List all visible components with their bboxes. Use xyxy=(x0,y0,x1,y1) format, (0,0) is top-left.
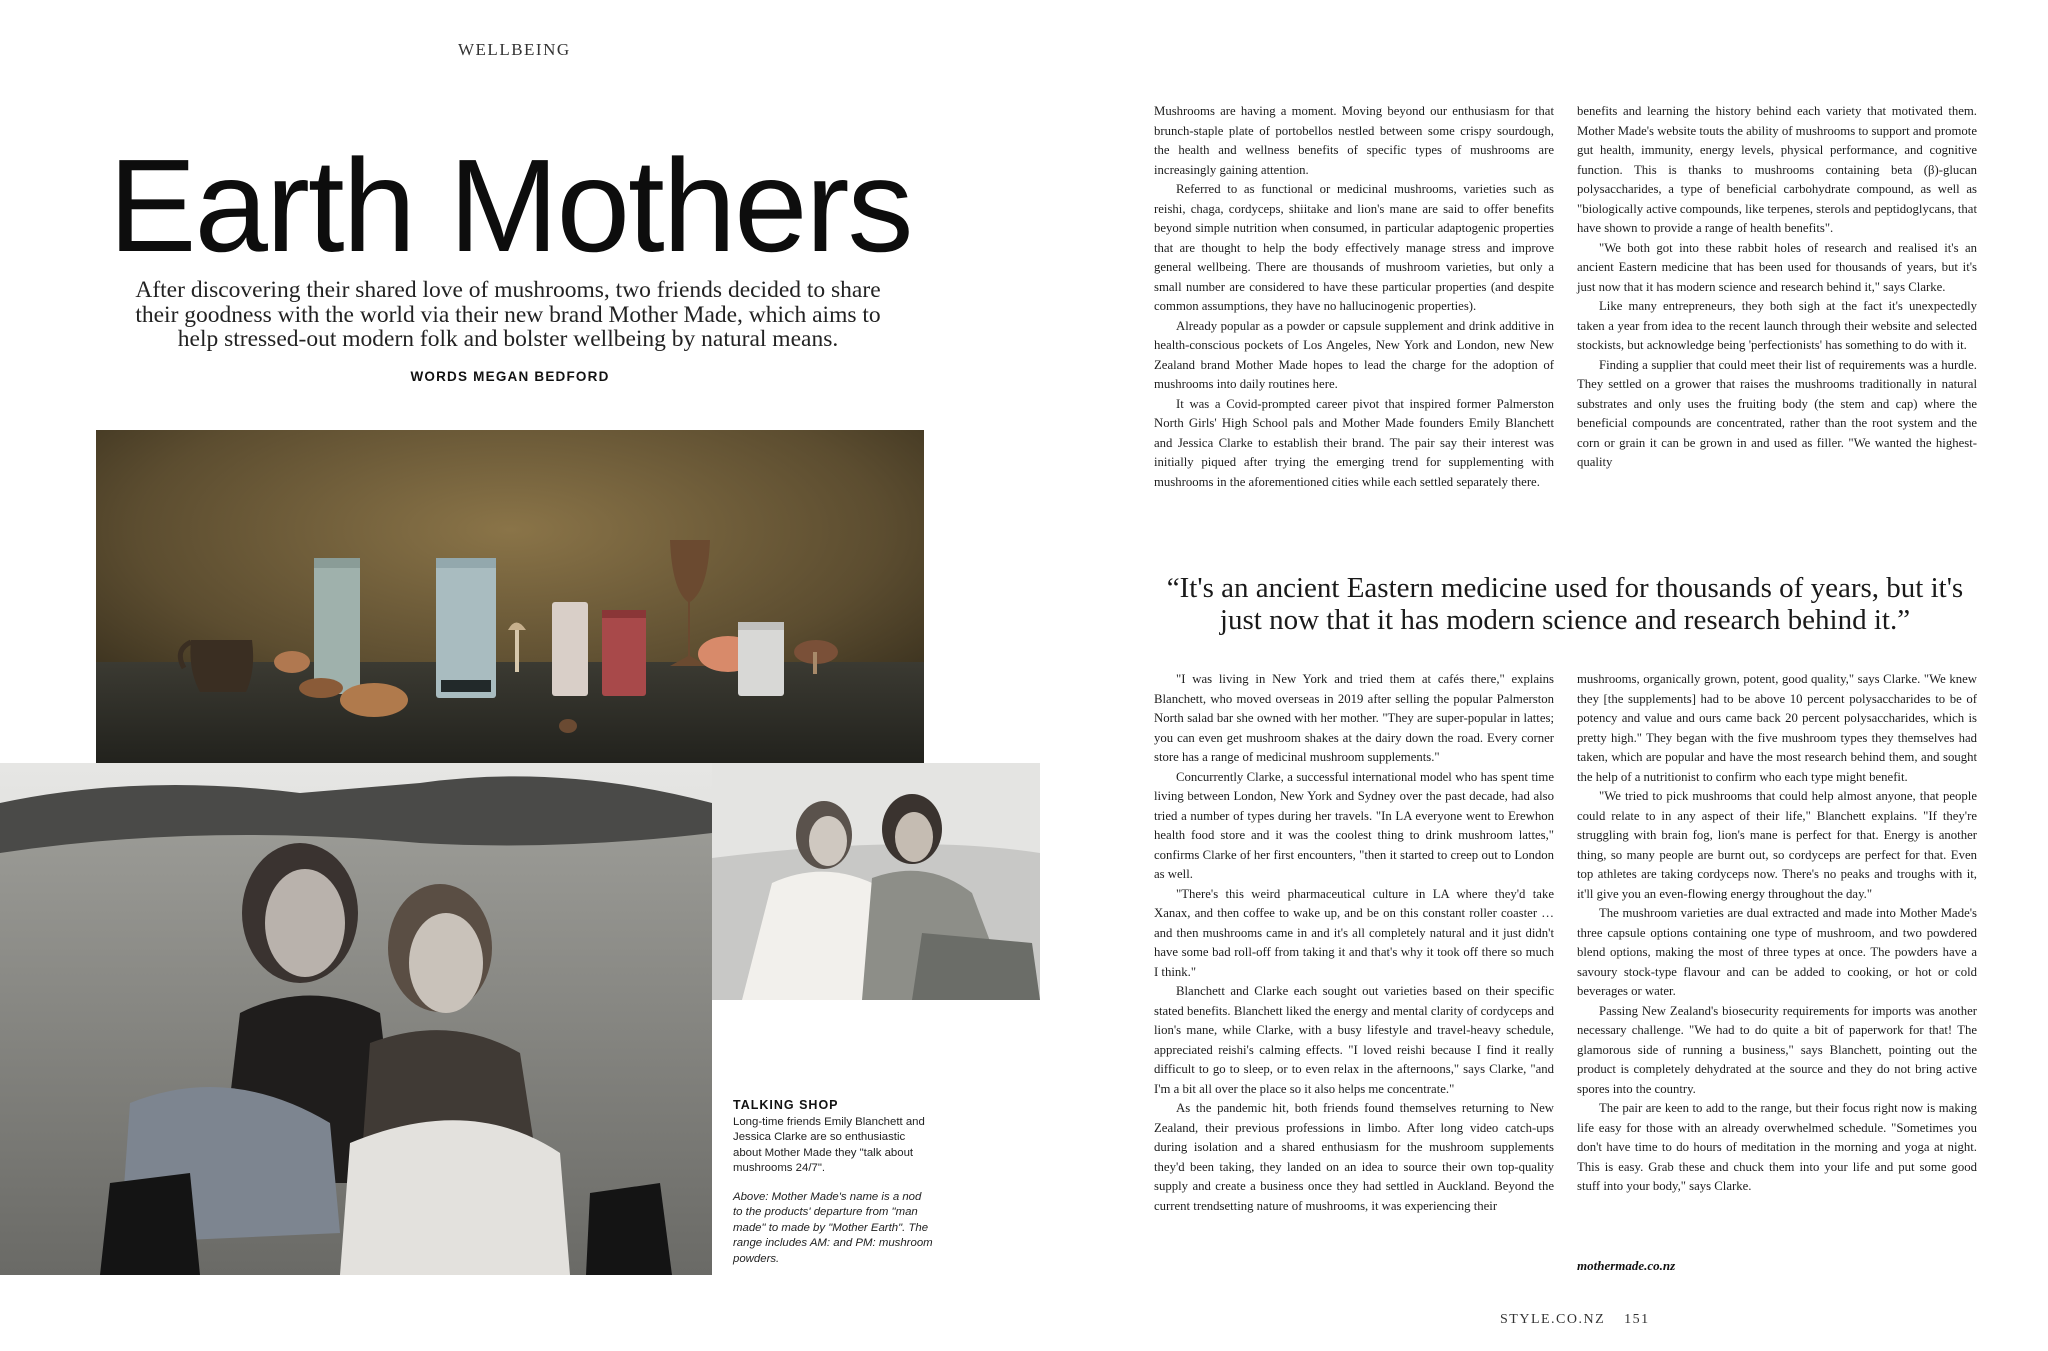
body-column-3 xyxy=(1154,670,1554,1216)
friends-photo-side xyxy=(712,763,1040,1000)
paragraph: The mushroom varieties are dual extracted and made into Mother Made's three capsule options containing one type of mushroom, and two powdered blend options, making the most of three types at once. The powders have a savoury stock-type flavour and can be added to cooking, or hot or cold beverages or water. xyxy=(1577,906,1977,998)
caption-above-text: Above: Mother Made's name is a nod to the products' departure from "man made" to made by "Mother Earth". The range includes AM: and PM: mushroom powders. xyxy=(733,1190,933,1265)
website-link[interactable]: mothermade.co.nz xyxy=(1577,1258,1676,1273)
paragraph: Blanchett and Clarke each sought out varieties based on their specific stated benefits. Blanchett liked the energy and mental clarity of cordyceps and lion's mane, while Clarke, with a busy lifestyle and travel-heavy schedule, appreciated reishi's calming effects. "I loved reishi because I find it really difficult to go to sleep, or to even relax in the afternoons," says Clarke, "and I'm a bit all over the place so it also helps me concentrate." xyxy=(1154,984,1554,1096)
paragraph: Already popular as a powder or capsule supplement and drink additive in health-conscious pockets of Los Angeles, New York and London, new New Zealand brand Mother Made hopes to lead the charge for the adoption of mushrooms into daily routines here. xyxy=(1154,318,1554,391)
paragraph: mushrooms, organically grown, potent, good quality," says Clarke. "We knew they [the supplements] had to be above 10 percent polysaccharides to be of potency and value and ours came back 20 percent polysaccharides, which is pretty high." They began with the five mushroom types they themselves had taken, which are popular and have the most research behind them, and sought the help of a nutritionist to confirm who each type might benefit. xyxy=(1577,672,1977,784)
friends-photo-main xyxy=(0,763,712,1275)
paragraph: "We tried to pick mushrooms that could help almost anyone, that people could relate to in any aspect of their life," Blanchett explains. "If they're struggling with brain fog, lion's mane is perfect for that. Energy is another thing, so many people are burnt out, so cordyceps are perfect for that. Even top athletes are taking cordyceps now. There's no peaks and troughs with it, it'll give you an even-flowing energy throughout the day." xyxy=(1577,789,1977,901)
paragraph: Concurrently Clarke, a successful international model who has spent time living between London, New York and Sydney over the past decade, had also tried a number of types during her travels. "In LA everyone went to Erewhon health food store and it was the coolest thing to drink mushroom lattes," confirms Clarke of her first encounters, "then it started to creep out to London as well. xyxy=(1154,769,1554,881)
body-column-1 xyxy=(1154,102,1554,492)
body-column-2 xyxy=(1577,102,1977,473)
product-photo xyxy=(96,430,924,763)
byline: WORDS MEGAN BEDFORD xyxy=(410,369,610,384)
paragraph: "We both got into these rabbit holes of research and realised it's an ancient Eastern medicine that has been used for thousands of years, but it's just now that it has modern science and research behind it," says Clarke. xyxy=(1577,240,1977,294)
paragraph: The pair are keen to add to the range, but their focus right now is making life easy for those with an already overwhelmed schedule. "Sometimes you don't have time to do hours of meditation in the morning and yoga at night. This is easy. Grab these and chuck them into your life and put some good stuff into your body," says Clarke. xyxy=(1577,1101,1977,1193)
page-folio xyxy=(1500,1312,1650,1328)
paragraph: Like many entrepreneurs, they both sigh at the fact it's unexpectedly taken a year from idea to the recent launch through their website and selected stockists, but acknowledge being 'perfectionists' has something to do with it. xyxy=(1577,299,1977,352)
paragraph: Mushrooms are having a moment. Moving beyond our enthusiasm for that brunch-staple plate of portobellos nestled between some crispy sourdough, the health and wellness benefits of specific types of mushrooms are increasingly gaining attention. xyxy=(1154,104,1554,177)
paragraph: It was a Covid-prompted career pivot that inspired former Palmerston North Girls' High School pals and Mother Made founders Emily Blanchett and Jessica Clarke to establish their brand. The pair say their interest was initially piqued after trying the emerging trend for supplementing with mushrooms in the aforementioned cities while each settled separately there. xyxy=(1154,396,1554,489)
headline: Earth Mothers xyxy=(108,132,912,279)
pull-quote: “It's an ancient Eastern medicine used for thousands of years, but it's just now that it has modern science and research behind it.” xyxy=(1166,572,1964,636)
paragraph: Passing New Zealand's biosecurity requirements for imports was another necessary challenge. "We had to do quite a bit of paperwork for that! The glamorous side of running a business," says Blanchett, pointing out the product is completely dehydrated at the source and they do not bring active spores into the country. xyxy=(1577,1003,1977,1096)
caption-title: TALKING SHOP xyxy=(733,1098,839,1112)
photo-caption xyxy=(733,1098,933,1267)
paragraph: "I was living in New York and tried them at cafés there," explains Blanchett, who moved overseas in 2019 after selling the popular Palmerston North salad bar she owned with her mother. "They are super-popular in lattes; you can even get mushroom shakes at the dairy down the road. Every corner store has a range of medicinal mushroom supplements." xyxy=(1154,672,1554,764)
paragraph: Finding a supplier that could meet their list of requirements was a hurdle. They settled on a grower that raises the mushrooms traditionally in natural substrates and only uses the fruiting body (the stem and cap) where the beneficial compounds are concentrated, rather than the root system and the corn or grain it can be grown in and used as filler. "We wanted the highest-quality xyxy=(1577,357,1977,469)
section-label: WELLBEING xyxy=(458,40,571,59)
paragraph: "There's this weird pharmaceutical culture in LA where they'd take Xanax, and then coffee to wake up, and be on this constant roller coaster … and then mushrooms came in and it's all completely natural and it just didn't have some bad roll-off from taking it and that's why it took off there so much I think." xyxy=(1154,886,1554,979)
paragraph: As the pandemic hit, both friends found themselves returning to New Zealand, their previous professions in limbo. After long video catch-ups during isolation and a shared enthusiasm for the mushroom supplements they'd been taking, they landed on an idea to source their own top-quality supply and create a business once they had settled in Auckland. Beyond the current trendsetting nature of mushrooms, it was experiencing their xyxy=(1154,1101,1554,1213)
paragraph: benefits and learning the history behind each variety that motivated them. Mother Made's website touts the ability of mushrooms to support and promote gut health, immunity, energy levels, physical performance, and cognitive function. This is thanks to mushrooms containing beta (β)-glucan polysaccharides, a type of beneficial carbohydrate compound, as well as "biologically active compounds, like terpenes, sterols and peptidoglycans, that have shown to provide a range of health benefits". xyxy=(1577,104,1978,235)
caption-text: Long-time friends Emily Blanchett and Jessica Clarke are so enthusiastic about Mother Made they "talk about mushrooms 24/7". xyxy=(733,1115,925,1174)
page-number: 151 xyxy=(1624,1312,1650,1327)
body-column-4 xyxy=(1577,670,1977,1197)
folio-site: STYLE.CO.NZ xyxy=(1500,1312,1606,1327)
standfirst: After discovering their shared love of mushrooms, two friends decided to share their goodness with the world via their new brand Mother Made, which aims to help stressed-out modern folk and bolster wellbeing by natural means. xyxy=(135,277,881,352)
paragraph: Referred to as functional or medicinal mushrooms, varieties such as reishi, chaga, cordyceps, shiitake and lion's mane are said to offer benefits beyond simple nutrition when consumed, in particular adaptogenic properties that are thought to help the body effectively manage stress and improve general wellbeing. There are thousands of mushroom varieties, but only a small number are considered to have these particular properties (and despite common assumptions, they have no hallucinogenic properties). xyxy=(1154,182,1554,313)
